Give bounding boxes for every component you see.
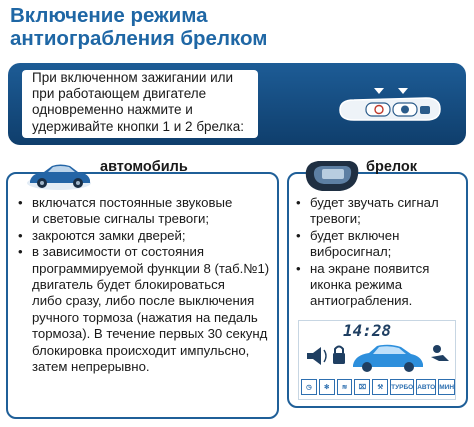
instruction-text-box [22, 70, 258, 138]
robber-icon [431, 345, 449, 361]
car-effects-list [18, 195, 274, 375]
key-fob-icon [300, 157, 362, 195]
clock-icon: ◷ [301, 379, 317, 395]
list-item-line: вибросигнал; [310, 244, 392, 260]
instruction-line: При включенном зажигании или [32, 70, 234, 85]
list-item-line: тормоза). В течение первых 30 секунд [32, 326, 268, 342]
fob-lcd-display [298, 320, 456, 400]
lcd-auto-indicator: АВТО [416, 379, 436, 395]
list-item [18, 228, 274, 244]
title-line-1: Включение режима [10, 4, 208, 27]
lcd-time: 14:28 [343, 321, 392, 340]
list-item-line: и световые сигналы тревоги; [32, 211, 210, 227]
list-item-line: иконка режима [310, 277, 403, 293]
list-item-line: • будет звучать сигнал [310, 195, 439, 210]
page-title [10, 4, 310, 50]
wrench-icon: ⚒ [372, 379, 388, 395]
list-item-line: ручного тормоза (нажатия на педаль [32, 309, 258, 325]
temperature-icon: ≋ [337, 379, 353, 395]
title-line-2: антиограбления брелком [10, 27, 268, 50]
horn-icon [307, 347, 326, 365]
lcd-min-indicator: МИН [438, 379, 455, 395]
list-item [296, 261, 464, 310]
list-item [18, 244, 274, 375]
list-item-line: • закроются замки дверей; [32, 227, 186, 243]
list-item-line: либо сразу, либо после выключения [32, 293, 255, 309]
car-panel-label: автомобиль [100, 159, 188, 175]
lcd-car-icon [353, 345, 423, 372]
engine-icon: ⌧ [354, 379, 370, 395]
list-item-line: • на экране появится [310, 260, 430, 276]
list-item-line: тревоги; [310, 211, 361, 227]
fob-panel-label: брелок [366, 159, 418, 175]
list-item-line: • будет включен [310, 227, 400, 243]
fob-effects-list [296, 195, 464, 310]
list-item [18, 195, 274, 228]
list-item [296, 195, 464, 228]
list-item-line: двигатель будет блокироваться [32, 277, 225, 293]
key-fob-buttons-icon [336, 84, 444, 128]
instruction-line: одновременно нажмите и [32, 102, 193, 118]
lock-icon [333, 347, 345, 365]
fan-icon: ✻ [319, 379, 335, 395]
instruction-line: при работающем двигателе [32, 86, 207, 102]
list-item-line: затем непрерывно. [32, 359, 150, 375]
car-icon [24, 161, 94, 191]
list-item-line: • включатся постоянные звуковые [32, 195, 233, 210]
list-item-line: антиограбления. [310, 293, 413, 309]
lcd-indicator-bar [301, 379, 455, 395]
list-item-line: блокировка происходит импульсно, [32, 342, 250, 358]
instruction-line: удерживайте кнопки 1 и 2 брелка: [32, 118, 244, 134]
lcd-status-graphics [303, 339, 453, 379]
list-item-line: программируемой функции 8 (таб.№1) [32, 260, 270, 276]
list-item [296, 228, 464, 261]
lcd-turbo-indicator: ТУРБО [390, 379, 414, 395]
list-item-line: • в зависимости от состояния [32, 244, 205, 260]
